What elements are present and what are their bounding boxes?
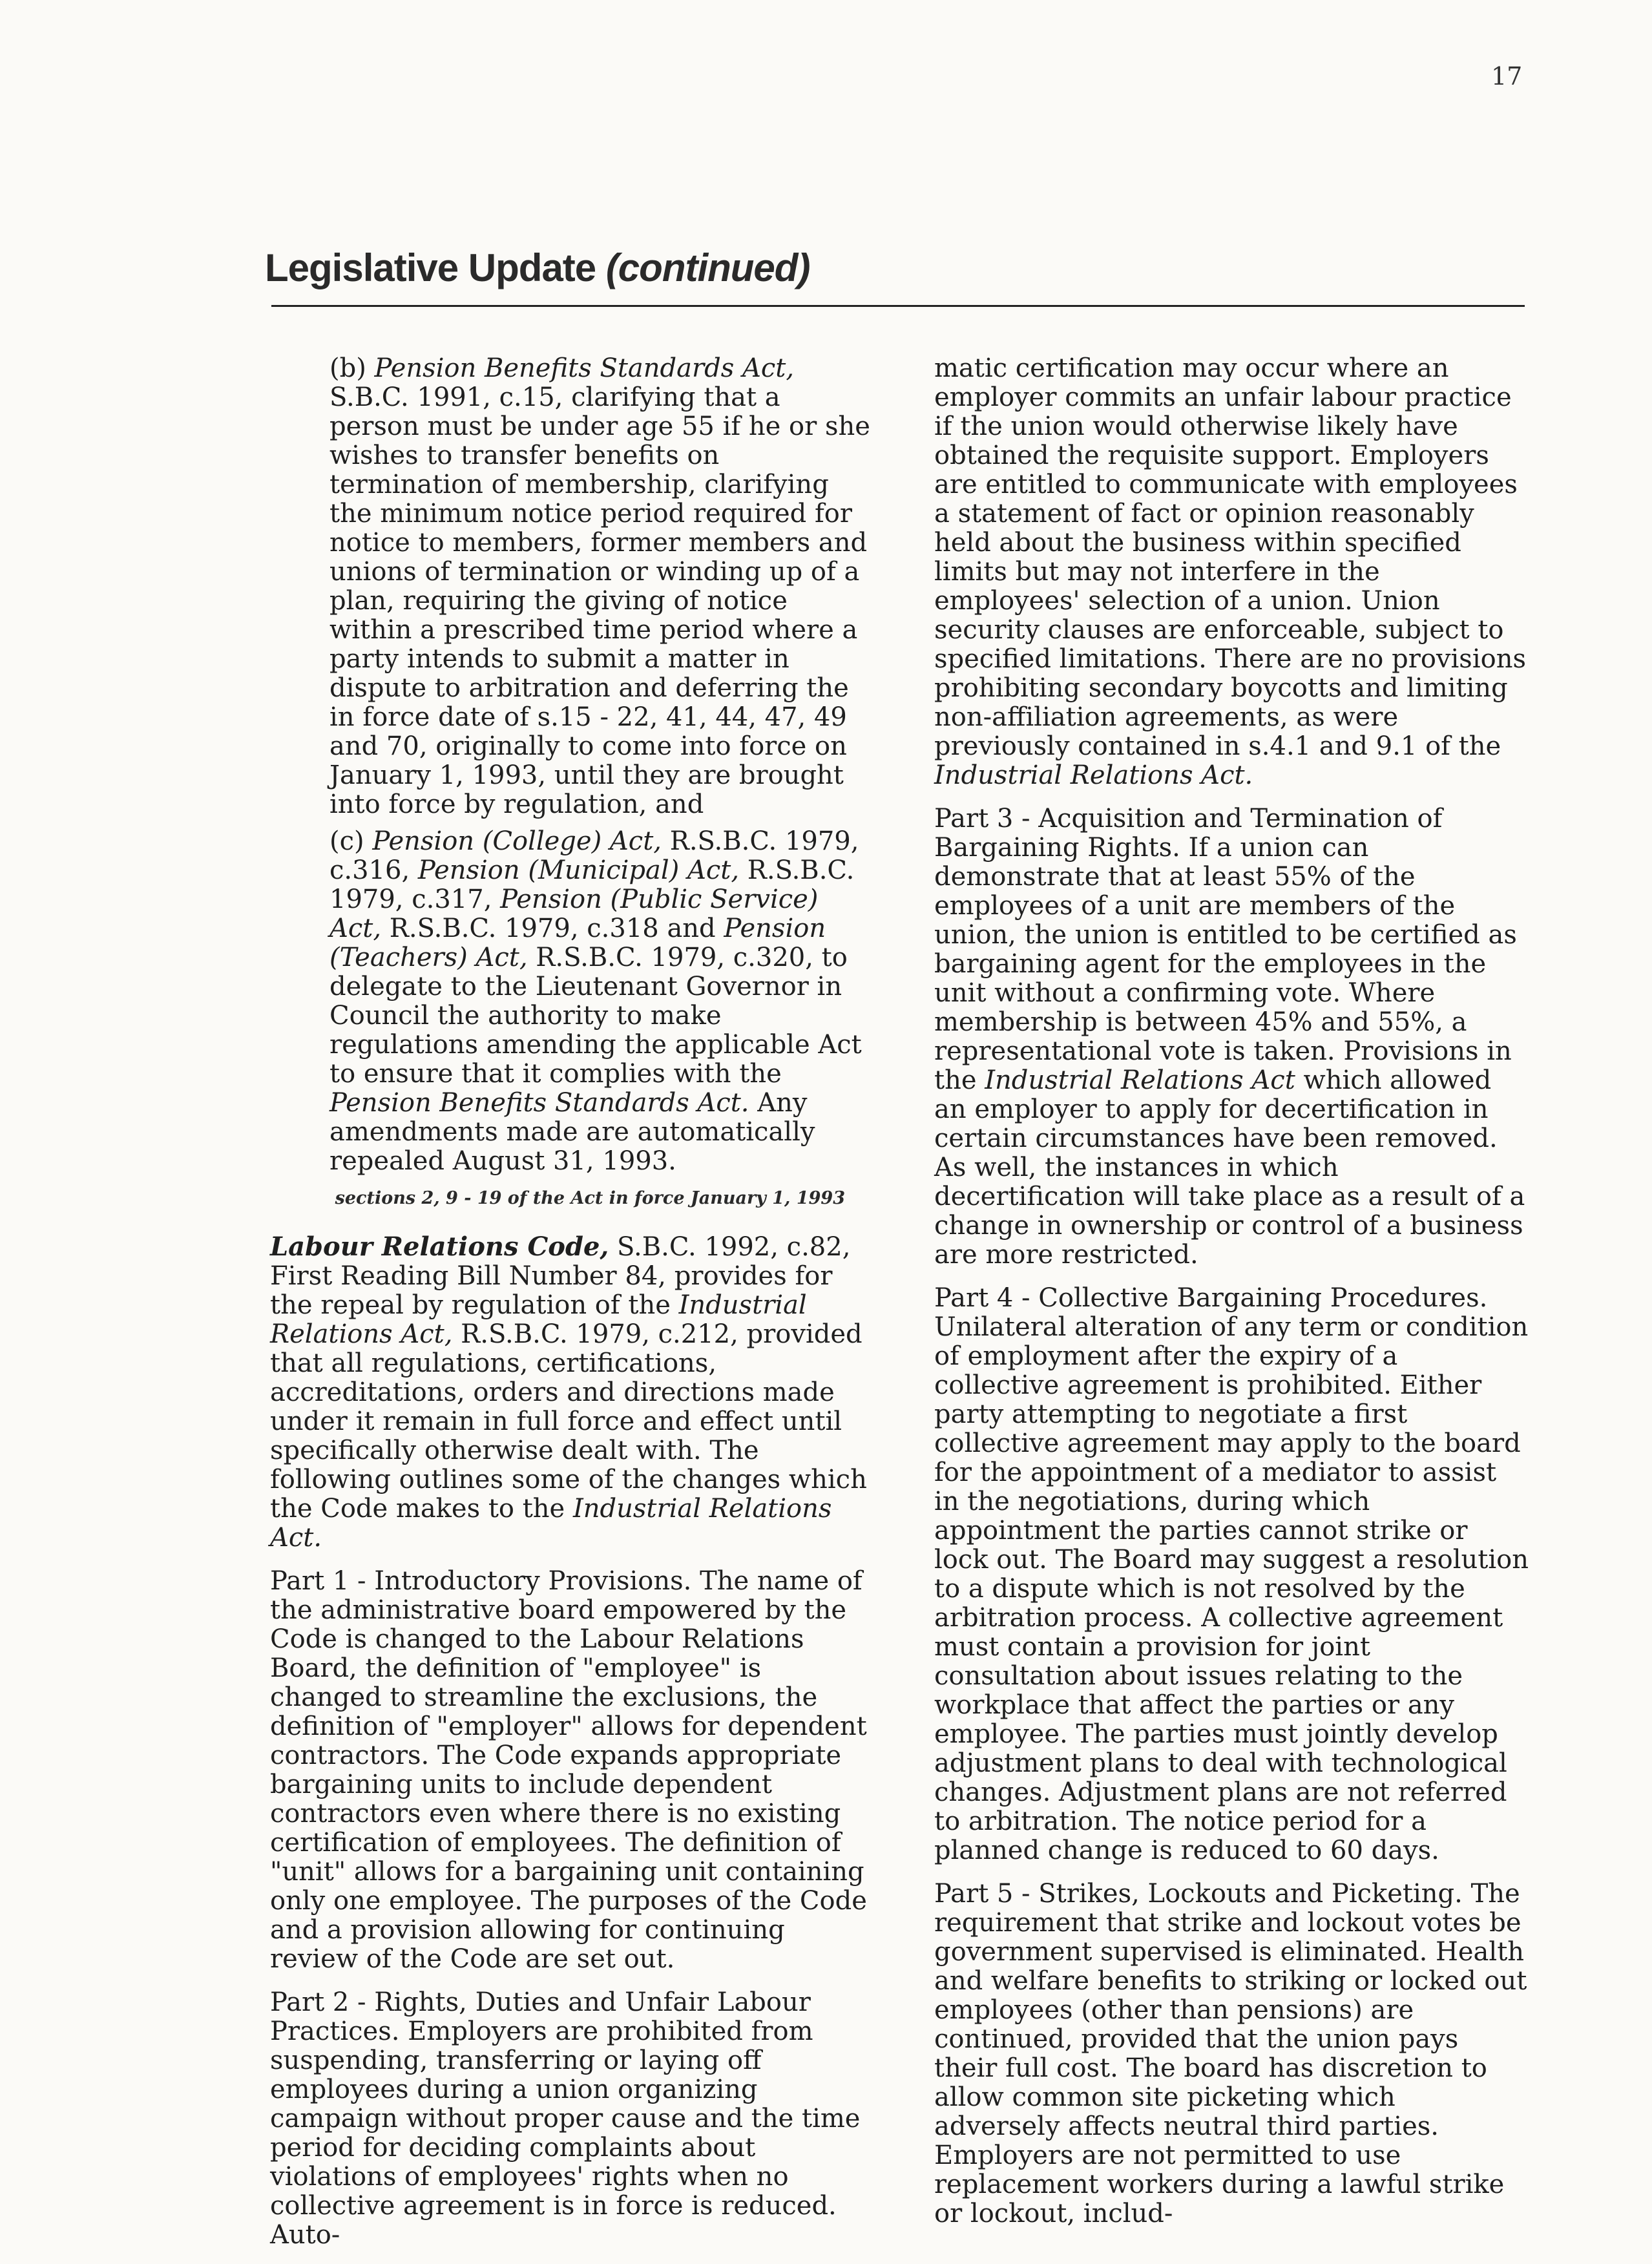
code-title: Labour Relations Code, xyxy=(270,1232,609,1262)
act-title: Pension (Public Service) Act, xyxy=(329,885,819,943)
right-column xyxy=(934,354,1529,2243)
act-title: Pension (College) Act, xyxy=(372,826,662,856)
act-title: Industrial Relations Act. xyxy=(934,760,1253,790)
act-title: Industrial Relations Act xyxy=(985,1065,1295,1095)
item-b-paragraph: (b) Pension Benefits Standards Act, S.B.C. 1991, c.15, clarifying that a person must be under age 55 if he or she wishes to transfer benefits on termination of membership, clarifying the minimum notice period required for notice to members, former members and unions of termination or winding up of a plan, requiring the giving of notice within a prescribed time period where a party intends to submit a matter in dispute to arbitration and deferring the in force date of s.15 - 22, 41, 44, 47, 49 and 70, originally to come into force on January 1, 1993, until they are brought into force by regulation, and xyxy=(329,353,870,819)
part2-paragraph: Part 2 - Rights, Duties and Unfair Labour Practices. Employers are prohibited from suspending, transferring or laying off employees during a union organizing campaign without proper cause and the time period for deciding complaints about violations of employees' rights when no collective agreement is in force is reduced. Auto- xyxy=(270,1987,861,2250)
page-number: 17 xyxy=(1491,62,1523,90)
labour-code-paragraph: Labour Relations Code, S.B.C. 1992, c.82, First Reading Bill Number 84, provides for the repeal by regulation of the Industrial Relations Act, R.S.B.C. 1979, c.212, provided that all regulations, certifications, accreditations, orders and directions made under it remain in full force and effect until specifically otherwise dealt with. The following outlines some of the changes which the Code makes to the Industrial Relations Act. xyxy=(270,1232,867,1553)
act-title: Pension (Municipal) Act, xyxy=(417,855,740,885)
header-rule xyxy=(271,305,1525,307)
act-title: Pension Benefits Standards Act. xyxy=(329,1088,749,1118)
page-title xyxy=(265,246,810,290)
part5-paragraph: Part 5 - Strikes, Lockouts and Picketing. The requirement that strike and lockout votes be government supervised is eliminated. Health and welfare benefits to striking or locked out employees (other than pensions) are continued, provided that the union pays their full cost. The board has discretion to allow common site picketing which adversely affects neutral third parties. Employers are not permitted to use replacement workers during a lawful strike or lockout, includ- xyxy=(934,1879,1527,2228)
item-b xyxy=(329,354,871,819)
title-main: Legislative Update xyxy=(265,246,596,289)
act-title: Pension (Teachers) Act, xyxy=(329,914,826,972)
part4-paragraph: Part 4 - Collective Bargaining Procedures. Unilateral alteration of any term or condition of employment after the expiry of a collective agreement is prohibited. Either party attempting to negotiate a first collective agreement may apply to the board for the appointment of a mediator to assist in the negotiations, during which appointment the parties cannot strike or lock out. The Board may suggest a resolution to a dispute which is not resolved by the arbitration process. A collective agreement must contain a provision for joint consultation about issues relating to the workplace that affect the parties or any employee. The parties must jointly develop adjustment plans to deal with technological changes. Adjustment plans are not referred to arbitration. The notice period for a planned change is reduced to 60 days. xyxy=(934,1283,1529,1865)
part1-paragraph: Part 1 - Introductory Provisions. The name of the administrative board empowered by the Code is changed to the Labour Relations Board, the definition of "employee" is changed to streamline the exclusions, the definition of "employer" allows for dependent contractors. The Code expands appropriate bargaining units to include dependent contractors even where there is no existing certification of employees. The definition of "unit" allows for a bargaining unit containing only one employee. The purposes of the Code and a provision allowing for continuing review of the Code are set out. xyxy=(270,1566,867,1974)
in-force-note: sections 2, 9 - 19 of the Act in force January 1, 1993 xyxy=(335,1188,845,1208)
item-c xyxy=(329,827,871,1176)
title-suffix: (continued) xyxy=(605,246,810,289)
act-title: Pension Benefits Standards Act, xyxy=(374,353,795,383)
act-title: Industrial Relations Act, xyxy=(270,1290,807,1349)
left-column xyxy=(270,354,871,2264)
item-c-paragraph: (c) Pension (College) Act, R.S.B.C. 1979, c.316, Pension (Municipal) Act, R.S.B.C. 1979, c.317, Pension (Public Service) Act, R.S.B.C. 1979, c.318 and Pension (Teachers) Act, R.S.B.C. 1979, c.320, to delegate to the Lieutenant Governor in Council the authority to make regulations amending the applicable Act to ensure that it complies with the Pension Benefits Standards Act. Any amendments made are automatically repealed August 31, 1993. xyxy=(329,826,862,1176)
part3-paragraph: Part 3 - Acquisition and Termination of Bargaining Rights. If a union can demonstrate that at least 55% of the employees of a unit are members of the union, the union is entitled to be certified as bargaining agent for the employees in the unit without a confirming vote. Where membership is between 45% and 55%, a representational vote is taken. Provisions in the Industrial Relations Act which allowed an employer to apply for decertification in certain circumstances have been removed. As well, the instances in which decertification will take place as a result of a change in ownership or control of a business are more restricted. xyxy=(934,804,1525,1270)
part2-continued-paragraph: matic certification may occur where an employer commits an unfair labour practice if the union would otherwise likely have obtained the requisite support. Employers are entitled to communicate with employees a statement of fact or opinion reasonably held about the business within specified limits but may not interfere in the employees' selection of a union. Union security clauses are enforceable, subject to specified limitations. There are no provisions prohibiting secondary boycotts and limiting non-affiliation agreements, as were previously contained in s.4.1 and 9.1 of the Industrial Relations Act. xyxy=(934,353,1526,790)
act-title: Industrial Relations Act. xyxy=(270,1494,832,1553)
